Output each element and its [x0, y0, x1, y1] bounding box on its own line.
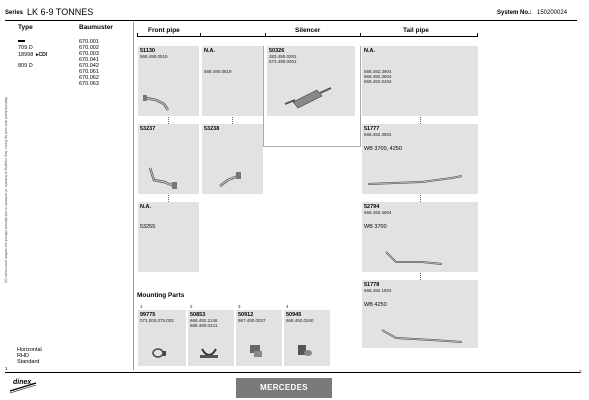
bracket-icon: [236, 303, 282, 363]
part-card-na-front[interactable]: [202, 46, 263, 116]
part-number: 668.492.3604: [364, 74, 392, 79]
part-number: 668.490.0519: [140, 54, 168, 59]
part-number: 668.492.3904: [364, 69, 392, 74]
drive-side-text: RHD: [17, 353, 29, 359]
dotted-connector: [420, 195, 421, 202]
part-code: 50853: [190, 312, 206, 318]
dotted-connector: [168, 195, 169, 202]
vertical-note-wrap: [2, 40, 10, 340]
wheelbase-note: WB 4250: [364, 302, 387, 308]
baumuster-item: 670.003: [79, 51, 99, 57]
mounting-index: 4: [286, 304, 289, 309]
part-number: 383.490.0281: [269, 54, 297, 59]
part-code: 53238: [204, 126, 220, 132]
baumuster-list: [79, 39, 99, 87]
part-code: 52794: [364, 204, 380, 210]
part-number: 673.490.0001: [269, 59, 297, 64]
part-number: 668.492.1504: [364, 288, 392, 293]
mounting-index: 2: [190, 304, 193, 309]
mounting-item-50912[interactable]: [236, 303, 282, 363]
part-number: 668.492.0340: [286, 318, 314, 323]
mounting-index: 1: [140, 304, 143, 309]
baumuster-item: 670.062: [79, 75, 99, 81]
baumuster-item: 670.061: [79, 69, 99, 75]
tail-pipe-52794-icon: [362, 202, 478, 272]
part-number: 071.000.075.002: [140, 318, 174, 323]
dotted-connector: [168, 117, 169, 124]
baumuster-item: 670.063: [79, 81, 99, 87]
part-card-na-tail[interactable]: [362, 46, 478, 116]
config-notes: [17, 347, 42, 365]
mounting-parts-title: Mounting Parts: [137, 292, 185, 299]
part-card-53237[interactable]: [138, 124, 199, 194]
rule-tick: [360, 33, 361, 37]
part-card-51778[interactable]: [362, 280, 478, 348]
part-number: 668.492.3504: [364, 132, 392, 137]
connector-line: [360, 46, 361, 146]
part-code: 51778: [364, 282, 380, 288]
vertical-note: Manufactured and sold by Dinex. Any copying or transfer of contents is not allowed without our written permission (c): [4, 97, 8, 283]
part-number: 967.490.0037: [238, 318, 266, 323]
part-code: 51777: [364, 126, 380, 132]
type-header: Type: [18, 24, 33, 31]
silencer-icon: [267, 46, 355, 116]
page-number-left: 1: [5, 366, 8, 371]
type-709d: 709 D: [18, 45, 33, 51]
mounting-index: 3: [238, 304, 241, 309]
rule-tick: [137, 33, 138, 37]
series-title: LK 6-9 TONNES: [27, 7, 94, 17]
wheelbase-note: WB 3700, 4250: [364, 146, 402, 152]
type-marker: [18, 40, 25, 42]
part-card-na-53255[interactable]: [138, 202, 199, 272]
orientation-text: Horizontal: [17, 347, 42, 353]
panel-divider: [133, 22, 134, 370]
part-number: 668.490.0241: [190, 323, 218, 328]
connector-line: [263, 146, 361, 147]
dotted-connector: [420, 273, 421, 280]
dinex-wordmark: dinex: [13, 379, 32, 386]
version-text: Standard: [17, 359, 40, 365]
baumuster-item: 670.002: [79, 45, 99, 51]
mounting-item-99775[interactable]: [138, 303, 186, 363]
brand-band: [236, 378, 332, 398]
dotted-connector: [420, 117, 421, 124]
part-card-51777[interactable]: [362, 124, 478, 194]
type-809d: 809 D: [18, 63, 33, 69]
front-pipe-53237-icon: [138, 124, 199, 194]
rule-tick: [265, 33, 266, 37]
part-code: N.A.: [364, 48, 375, 54]
part-code: 50326: [269, 48, 285, 54]
baumuster-header: Baumuster: [79, 24, 113, 31]
part-code: 50912: [238, 312, 254, 318]
connector-line: [263, 46, 264, 146]
part-card-51130[interactable]: [138, 46, 199, 116]
part-code-53255: 53255: [140, 224, 156, 230]
baumuster-item: 670.001: [79, 39, 99, 45]
type-18998: 18998: [18, 52, 34, 58]
baumuster-item: 670.041: [79, 57, 99, 63]
part-card-53238[interactable]: [202, 124, 263, 194]
wheelbase-note: WB 3700: [364, 224, 387, 230]
part-code: 50945: [286, 312, 302, 318]
system-number-value: 150200024: [537, 10, 568, 16]
part-code: N.A.: [204, 48, 215, 54]
baumuster-item: 670.042: [79, 63, 99, 69]
hanger-icon: [284, 303, 330, 363]
part-code: N.A.: [140, 204, 151, 210]
mounting-item-50853[interactable]: [188, 303, 234, 363]
front-pipe-bend-icon: [138, 46, 199, 116]
u-bolt-clamp-icon: [188, 303, 234, 363]
column-header-rule: [137, 36, 478, 37]
dotted-connector: [232, 117, 233, 124]
system-number-label: System No.:: [497, 10, 532, 16]
part-number: 669.492.0404: [364, 79, 392, 84]
dinex-logo: [8, 378, 38, 394]
part-code: 51130: [140, 48, 155, 54]
part-code: 53237: [140, 126, 156, 132]
rule-tick: [200, 33, 201, 37]
clamp-icon: [138, 303, 186, 363]
silencer-header: Silencer: [295, 27, 321, 34]
tail-pipe-51777-icon: [362, 124, 478, 194]
footer-rule: [5, 372, 580, 373]
tail-pipe-header: Tail pipe: [403, 27, 429, 34]
part-card-52794[interactable]: [362, 202, 478, 272]
cdi-icon: ▸CDI: [36, 52, 48, 58]
page-number-right: 1: [579, 369, 582, 374]
rule-tick: [477, 33, 478, 37]
part-code: 99775: [140, 312, 156, 318]
brand-name: MERCEDES: [260, 383, 308, 392]
part-number: 668.492.4604: [364, 210, 392, 215]
part-card-50326[interactable]: [267, 46, 355, 116]
front-pipe-header: Front pipe: [148, 27, 180, 34]
part-number: 668.490.0819: [204, 69, 232, 74]
series-label: Series: [5, 10, 24, 16]
part-number: 668.492.2146: [190, 318, 218, 323]
mounting-item-50945[interactable]: [284, 303, 330, 363]
tail-pipe-51778-icon: [362, 280, 478, 348]
front-pipe-53238-icon: [202, 124, 263, 194]
header-rule: [5, 20, 577, 21]
